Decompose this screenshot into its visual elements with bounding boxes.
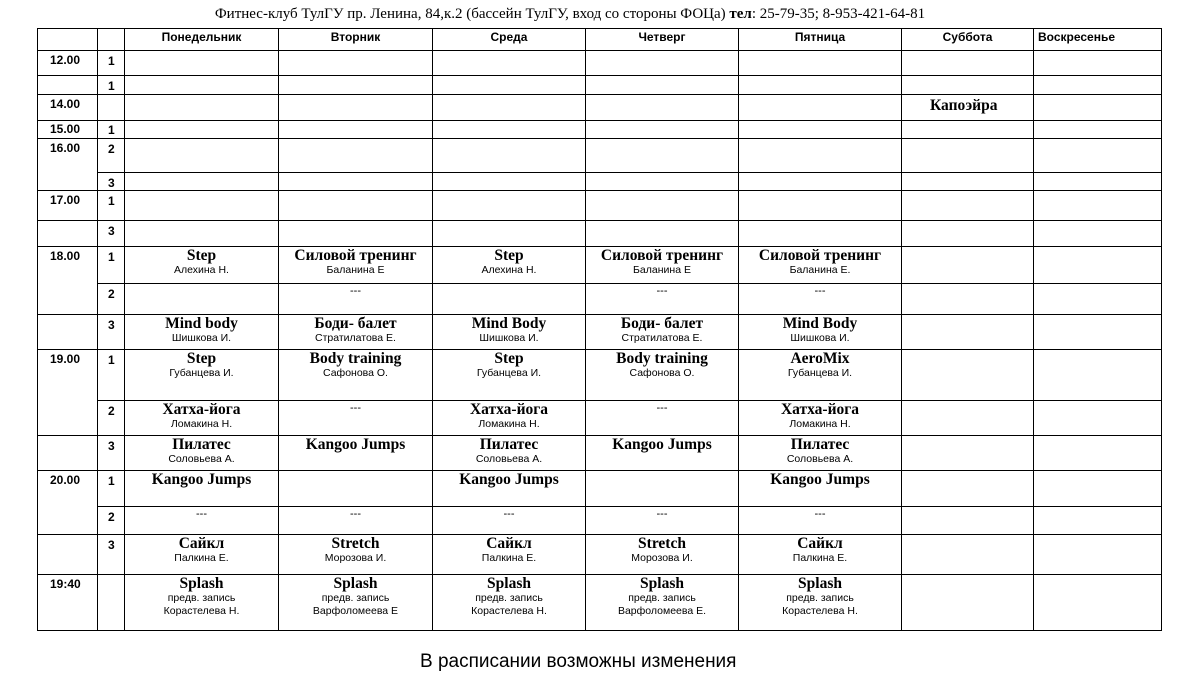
class-name: Силовой тренинг — [600, 247, 724, 264]
time-cell: 19:40 — [38, 575, 98, 631]
class-name: Kangoo Jumps — [612, 436, 712, 453]
class-name: AeroMix — [790, 350, 850, 367]
instructor-name: Ломакина Н. — [789, 418, 851, 430]
class-cell — [125, 535, 279, 575]
class-name: Splash — [179, 575, 224, 592]
instructor-name: Морозова И. — [324, 552, 387, 564]
class-cell — [279, 315, 433, 350]
no-class-dash: --- — [814, 508, 826, 520]
table-row — [38, 247, 1162, 284]
corner-cell — [38, 29, 98, 51]
instructor-name: Палкина Е. — [792, 552, 848, 564]
class-cell — [433, 436, 586, 471]
class-cell — [125, 575, 279, 631]
table-row — [38, 173, 1162, 191]
slot-number: 1 — [98, 247, 125, 284]
time-cell: 20.00 — [38, 471, 98, 535]
class-cell — [739, 350, 902, 401]
day-tuesday: Вторник — [279, 29, 433, 51]
slot-number: 3 — [98, 436, 125, 471]
table-row — [38, 436, 1162, 471]
instructor-name: Соловьева А. — [475, 453, 543, 465]
class-cell — [279, 535, 433, 575]
class-cell — [586, 535, 739, 575]
class-cell — [586, 575, 739, 631]
class-cell — [433, 575, 586, 631]
class-cell — [279, 436, 433, 471]
instructor-name: Баланина Е. — [789, 264, 851, 276]
club-address: Фитнес-клуб ТулГУ пр. Ленина, 84,к.2 (бассейн ТулГУ, вход со стороны ФОЦа) — [214, 6, 726, 22]
class-cell — [125, 471, 279, 507]
class-name: Силовой тренинг — [758, 247, 882, 264]
class-name: Сайкл — [178, 535, 225, 552]
class-name: Stretch — [638, 535, 686, 552]
day-friday: Пятница — [739, 29, 902, 51]
instructor-name: Алехина Н. — [481, 264, 537, 276]
class-name: Пилатес — [479, 436, 539, 453]
class-cell — [586, 507, 739, 535]
class-name: Пилатес — [172, 436, 231, 453]
slot-number: 3 — [98, 173, 125, 191]
class-cell — [125, 315, 279, 350]
class-cell — [586, 247, 739, 284]
day-sunday: Воскресенье — [1034, 29, 1162, 51]
class-cell — [433, 350, 586, 401]
class-cell — [279, 284, 433, 315]
class-cell — [279, 401, 433, 436]
day-monday: Понедельник — [125, 29, 279, 51]
class-cell — [125, 247, 279, 284]
schedule-table — [37, 28, 1162, 631]
slot-number: 3 — [98, 221, 125, 247]
time-cell: 16.00 — [38, 139, 98, 191]
instructor-name: Губанцева И. — [476, 367, 542, 379]
class-cell — [279, 247, 433, 284]
class-cell — [433, 507, 586, 535]
class-name: Step — [186, 247, 217, 264]
instructor-name: Соловьева А. — [168, 453, 235, 465]
class-name: Mind Body — [782, 315, 858, 332]
instructor-name: Палкина Е. — [481, 552, 537, 564]
class-name: Силовой тренинг — [294, 247, 417, 264]
booking-note: предв. запись — [475, 592, 543, 604]
corner-cell-num — [98, 29, 125, 51]
class-cell — [125, 401, 279, 436]
instructor-name: Палкина Е. — [174, 552, 229, 564]
class-name: Splash — [798, 575, 842, 592]
instructor-name: Сафонова О. — [629, 367, 695, 379]
phone-label: тел — [729, 6, 752, 22]
class-cell — [739, 471, 902, 507]
class-name: Хатха-йога — [469, 401, 549, 418]
class-cell — [586, 350, 739, 401]
instructor-name: Корастелева Н. — [163, 605, 240, 617]
slot-number: 3 — [98, 535, 125, 575]
class-cell — [739, 247, 902, 284]
class-name: Splash — [333, 575, 378, 592]
table-row — [38, 95, 1162, 121]
class-cell — [433, 535, 586, 575]
instructor-name: Баланина Е — [326, 264, 385, 276]
class-cell — [125, 507, 279, 535]
slot-number: 1 — [98, 350, 125, 401]
instructor-name: Губанцева И. — [787, 367, 853, 379]
table-row — [38, 221, 1162, 247]
table-row — [38, 121, 1162, 139]
table-row — [38, 535, 1162, 575]
day-wednesday: Среда — [433, 29, 586, 51]
instructor-name: Сафонова О. — [323, 367, 388, 379]
table-row — [38, 401, 1162, 436]
instructor-name: Ломакина Н. — [170, 418, 233, 430]
schedule-change-note: В расписании возможны изменения — [420, 651, 737, 672]
instructor-name: Стратилатова Е. — [315, 332, 396, 344]
slot-number: 1 — [98, 51, 125, 76]
class-name: Mind body — [165, 315, 238, 332]
time-cell: 12.00 — [38, 51, 98, 76]
class-name: Пилатес — [790, 436, 850, 453]
class-name: Сайкл — [797, 535, 843, 552]
no-class-dash: --- — [656, 402, 668, 414]
class-name: Step — [494, 350, 524, 367]
no-class-dash: --- — [350, 508, 361, 520]
no-class-dash: --- — [656, 508, 668, 520]
instructor-name: Шишкова И. — [171, 332, 232, 344]
no-class-dash: --- — [503, 508, 515, 520]
class-name: Kangoo Jumps — [770, 471, 870, 488]
table-row — [38, 51, 1162, 76]
class-name: Step — [494, 247, 524, 264]
class-name: Капоэйра — [930, 97, 998, 114]
class-name: Mind Body — [471, 315, 547, 332]
class-name: Kangoo Jumps — [459, 471, 559, 488]
slot-number: 1 — [98, 121, 125, 139]
class-cell — [739, 315, 902, 350]
instructor-name: Баланина Е — [633, 264, 691, 276]
no-class-dash: --- — [814, 285, 826, 297]
class-cell — [433, 247, 586, 284]
instructor-name: Шишкова И. — [479, 332, 539, 344]
day-thursday: Четверг — [586, 29, 739, 51]
slot-number: 2 — [98, 284, 125, 315]
day-header-row — [38, 29, 1162, 51]
class-name: Body training — [309, 350, 402, 367]
no-class-dash: --- — [350, 285, 361, 297]
class-cell — [279, 575, 433, 631]
slot-number: 1 — [98, 471, 125, 507]
instructor-name: Шишкова И. — [790, 332, 850, 344]
no-class-dash: --- — [196, 508, 207, 520]
table-row — [38, 507, 1162, 535]
class-name: Боди- балет — [314, 315, 397, 332]
class-name: Body training — [616, 350, 708, 367]
class-cell — [125, 350, 279, 401]
table-row — [38, 76, 1162, 95]
class-name: Kangoo Jumps — [305, 436, 406, 453]
slot-number: 1 — [98, 191, 125, 221]
class-name: Splash — [640, 575, 684, 592]
class-name: Kangoo Jumps — [151, 471, 252, 488]
class-cell — [279, 350, 433, 401]
class-name: Сайкл — [486, 535, 532, 552]
class-cell — [586, 401, 739, 436]
booking-note: предв. запись — [786, 592, 854, 604]
time-cell: 19.00 — [38, 350, 98, 436]
booking-note: предв. запись — [167, 592, 236, 604]
slot-number: 2 — [98, 401, 125, 436]
instructor-name: Морозова И. — [631, 552, 693, 564]
class-cell — [433, 315, 586, 350]
instructor-name: Ломакина Н. — [478, 418, 540, 430]
class-name: Stretch — [331, 535, 380, 552]
instructor-name: Алехина Н. — [174, 264, 229, 276]
instructor-name: Губанцева И. — [169, 367, 234, 379]
class-cell — [902, 95, 1034, 121]
class-cell — [433, 471, 586, 507]
time-cell: 18.00 — [38, 247, 98, 315]
class-cell — [586, 315, 739, 350]
class-cell — [739, 535, 902, 575]
instructor-name: Варфоломеева Е. — [617, 605, 707, 617]
class-cell — [739, 284, 902, 315]
class-cell — [739, 507, 902, 535]
class-name: Step — [186, 350, 217, 367]
class-name: Хатха-йога — [780, 401, 860, 418]
class-cell — [125, 436, 279, 471]
table-row — [38, 575, 1162, 631]
no-class-dash: --- — [656, 285, 668, 297]
booking-note: предв. запись — [628, 592, 696, 604]
slot-number: 2 — [98, 139, 125, 173]
class-cell — [739, 436, 902, 471]
class-cell — [586, 436, 739, 471]
phone-numbers: : 25-79-35; 8-953-421-64-81 — [751, 6, 926, 22]
club-header — [0, 6, 1140, 23]
slot-number: 2 — [98, 507, 125, 535]
class-name: Боди- балет — [620, 315, 704, 332]
slot-number: 3 — [98, 315, 125, 350]
class-name: Хатха-йога — [162, 401, 241, 418]
class-cell — [433, 401, 586, 436]
class-cell — [586, 284, 739, 315]
time-cell: 14.00 — [38, 95, 98, 121]
no-class-dash: --- — [350, 402, 361, 414]
time-cell: 17.00 — [38, 191, 98, 221]
class-cell — [739, 575, 902, 631]
class-cell — [739, 401, 902, 436]
instructor-name: Корастелева Н. — [782, 605, 858, 617]
instructor-name: Варфоломеева Е — [312, 605, 399, 617]
day-saturday: Суббота — [902, 29, 1034, 51]
class-cell — [279, 507, 433, 535]
table-row — [38, 350, 1162, 401]
instructor-name: Соловьева А. — [786, 453, 854, 465]
instructor-name: Корастелева Н. — [471, 605, 547, 617]
slot-number: 1 — [98, 76, 125, 95]
time-cell: 15.00 — [38, 121, 98, 139]
table-row — [38, 284, 1162, 315]
table-row — [38, 191, 1162, 221]
instructor-name: Стратилатова Е. — [621, 332, 703, 344]
class-name: Splash — [487, 575, 531, 592]
table-row — [38, 139, 1162, 173]
booking-note: предв. запись — [321, 592, 390, 604]
table-row — [38, 315, 1162, 350]
table-row — [38, 471, 1162, 507]
